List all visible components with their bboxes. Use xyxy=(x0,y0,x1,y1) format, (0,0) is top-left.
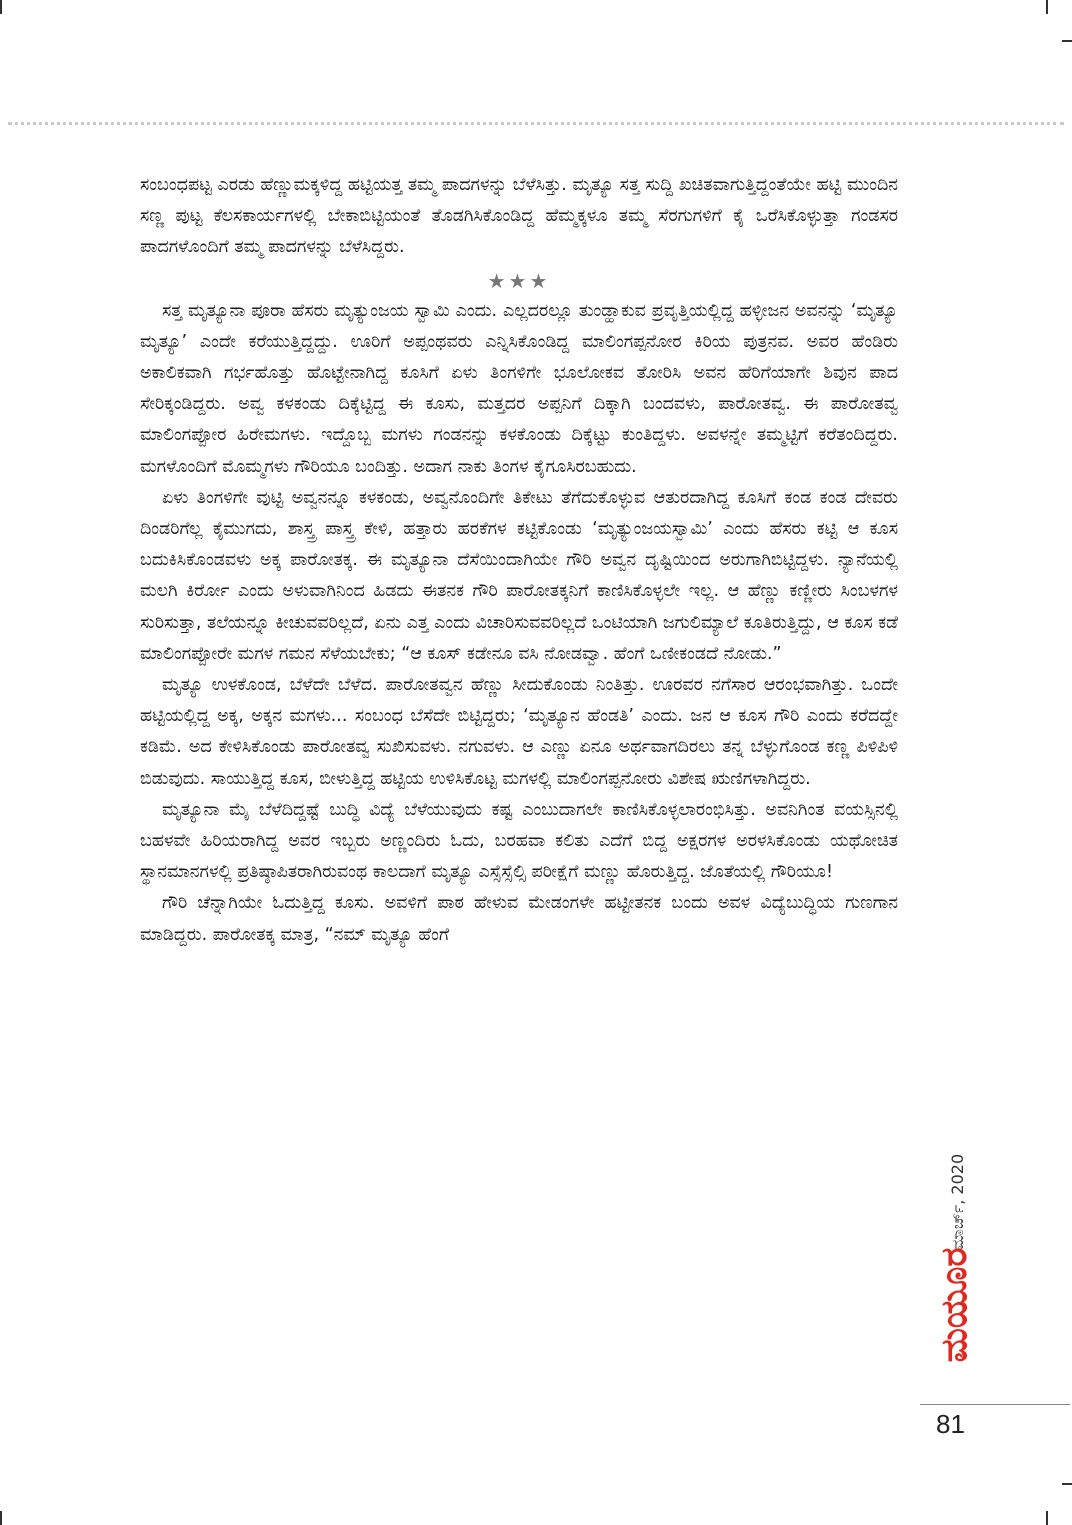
paragraph-6: ಗೌರಿ ಚೆನ್ನಾಗಿಯೇ ಓದುತ್ತಿದ್ದ ಕೂಸು. ಅವಳಿಗೆ ಪಾಠ ಹೇಳುವ ಮೇಡಂಗಳೇ ಹಟ್ಟೀತನಕ ಬಂದು ಅವಳ ವಿದ್ಯೆಬುದ್ಧಿಯ ಗುಣಗಾನ ಮಾಡಿದ್ದರು. ಪಾರೋತಕ್ಕ ಮಾತ್ರ, “ನಮ್ ಮೃತ್ಯೂ ಹೆಂಗೆ xyxy=(140,893,898,945)
paragraph-4: ಮೃತ್ಯೂ ಉಳಕೊಂಡ, ಬೆಳೆದೇ ಬೆಳೆದ. ಪಾರೋತವ್ವನ ಹೆಣ್ಣು ಸೀದುಕೊಂಡು ನಿಂತಿತ್ತು. ಊರವರ ನಗೆಸಾರ ಆರಂಭವಾಗಿತ್ತು. ಒಂದೇ ಹಟ್ಟಿಯಲ್ಲಿದ್ದ ಅಕ್ಕ, ಅಕ್ಕನ ಮಗಳು... ಸಂಬಂಧ ಬೆಸೆದೇ ಬಿಟ್ಟಿದ್ದರು; ‘ಮೃತ್ಯೂನ ಹೆಂಡತಿ’ ಎಂದು. ಜನ ಆ ಕೂಸ ಗೌರಿ ಎಂದು ಕರೆದದ್ದೇ ಕಡಿಮೆ. ಅದ ಕೇಳಿಸಿಕೊಂಡು ಪಾರೋತವ್ವ ಸುಖಿಸುವಳು. ನಗುವಳು. ಆ ಎಣ್ಣು ಏನೂ ಅರ್ಥವಾಗದಿರಲು ತನ್ನ ಬೆಳ್ಳುಗೊಂಡ ಕಣ್ಣ ಪಿಳಿಪಿಳಿ ಬಿಡುವುದು. ಸಾಯುತ್ತಿದ್ದ ಕೂಸ, ಬೀಳುತ್ತಿದ್ದ ಹಟ್ಟಿಯ ಉಳಿಸಿಕೊಟ್ಟ ಮಗಳಲ್ಲಿ ಮಾಲಿಂಗಪ್ಪನೋರು ವಿಶೇಷ ಋಣಿಗಳಾಗಿದ್ದರು. xyxy=(140,675,898,789)
crop-mark-bottom-right-horizontal xyxy=(1062,1483,1072,1485)
crop-mark-top-left xyxy=(0,0,2,14)
paragraph-2: ಸತ್ತ ಮೃತ್ಯೂನಾ ಪೂರಾ ಹೆಸರು ಮೃತ್ಯುಂಜಯ ಸ್ವಾಮಿ ಎಂದು. ಎಲ್ಲದರಲ್ಲೂ ತುಂಡ್ಹಾಕುವ ಪ್ರವೃತ್ತಿಯಲ್ಲಿದ್ದ ಹಳ್ಳೀಜನ ಅವನನ್ನು ‘ಮೃತ್ಯೂ ಮೃತ್ಯೂ’ ಎಂದೇ ಕರೆಯುತ್ತಿದ್ದದ್ದು. ಊರಿಗೆ ಅಪ್ಪಂಥವರು ಎನ್ನಿಸಿಕೊಂಡಿದ್ದ ಮಾಲಿಂಗಪ್ಪನೋರ ಕಿರಿಯ ಪುತ್ರನವ. ಅವರ ಹೆಂಡಿರು ಅಕಾಲಿಕವಾಗಿ ಗರ್ಭಹೊತ್ತು ಹೊಟ್ಟೇನಾಗಿದ್ದ ಕೂಸಿಗೆ ಏಳು ತಿಂಗಳಿಗೇ ಭೂಲೋಕವ ತೋರಿಸಿ ಅವನ ಹೆರಿಗೆಯಾಗೇ ಶಿವುನ ಪಾದ ಸೇರಿಕ್ಕಂಡಿದ್ದರು. ಅವ್ವ ಕಳಕಂಡು ದಿಕ್ಕೆಟ್ಟಿದ್ದ ಈ ಕೂಸು, ಮತ್ತದರ ಅಪ್ಪನಿಗೆ ದಿಕ್ಕಾಗಿ ಬಂದವಳು, ಪಾರೋತವ್ವ. ಈ ಪಾರೋತವ್ವ ಮಾಲಿಂಗಪ್ಪೋರ ಹಿರೇಮಗಳು. ಇದ್ದೊಬ್ಬ ಮಗಳು ಗಂಡನನ್ನು ಕಳಕೊಂಡು ದಿಕ್ಕೆಟ್ಟು ಕುಂತಿದ್ದಳು. ಅವಳನ್ನೇ ತಮ್ಮಟ್ಟಿಗೆ ಕರೆತಂದಿದ್ದರು. ಮಗಳೊಂದಿಗೆ ಮೊಮ್ಮಗಳು ಗೌರಿಯೂ ಬಂದಿತ್ತು. ಅದಾಗ ನಾಕು ತಿಂಗಳ ಕೈಗೂಸಿರಬಹುದು. xyxy=(140,300,898,477)
paragraph-3: ಏಳು ತಿಂಗಳಿಗೇ ವುಟ್ಟಿ ಅವ್ವನನ್ನೂ ಕಳಕಂಡು, ಅವ್ವನೊಂದಿಗೇ ತಿಕೇಟು ತೆಗೆದುಕೊಳ್ಳುವ ಆತುರದಾಗಿದ್ದ ಕೂಸಿಗೆ ಕಂಡ ಕಂಡ ದೇವರು ದಿಂಡರಿಗೆಲ್ಲ ಕೈಮುಗದು, ಶಾಸ್ತ್ರ ಪಾಸ್ತ್ರ ಕೇಳಿ, ಹತ್ತಾರು ಹರಕೆಗಳ ಕಟ್ಟಿಕೊಂಡು ‘ಮೃತ್ಯುಂಜಯಸ್ವಾಮಿ’ ಎಂದು ಹೆಸರು ಕಟ್ಟಿ ಆ ಕೂಸ ಬದುಕಿಸಿಕೊಂಡವಳು ಅಕ್ಕ ಪಾರೋತಕ್ಕ. ಈ ಮೃತ್ಯೂನಾ ದೆಸೆಯಿಂದಾಗಿಯೇ ಗೌರಿ ಅವ್ವನ ದೃಷ್ಟಿಯಿಂದ ಅರುಗಾಗಿಬಿಟ್ಟಿದ್ದಳು. ನ್ಯಾನೆಯಲ್ಲಿ ಮಲಗಿ ಕಿರ್ರೋ ಎಂದು ಅಳುವಾಗಿನಿಂದ ಹಿಡದು ಈತನಕ ಗೌರಿ ಪಾರೋತಕ್ಕನಿಗೆ ಕಾಣಿಸಿಕೊಳ್ಳಲೇ ಇಲ್ಲ. ಆ ಹೆಣ್ಣು ಕಣ್ಣೀರು ಸಿಂಬಳಗಳ ಸುರಿಸುತ್ತಾ, ತಲೆಯನ್ನೂ ಕೀಚುವವರಿಲ್ಲದೆ, ಏನು ಎತ್ತ ಎಂದು ವಿಚಾರಿಸುವವರಿಲ್ಲದೆ ಒಂಟಿಯಾಗಿ ಜಗುಲಿಮ್ಯಾಲೆ ಕೂತಿರುತ್ತಿದ್ದು, ಆ ಕೂಸ ಕಡೆ ಮಾಲಿಂಗಪ್ಪೋರೇ ಮಗಳ ಗಮನ ಸೆಳೆಯಬೇಕು; “ಆ ಕೂಸ್ ಕಡೇನೂ ವಸಿ ನೋಡವ್ವಾ. ಹೆಂಗೆ ಒಣೀಕಂಡದೆ ನೋಡು.” xyxy=(140,487,898,664)
header-dotted-rule xyxy=(8,122,1064,125)
magazine-logo-text: ಮಯೂರ xyxy=(934,1247,975,1363)
magazine-logo xyxy=(935,1220,975,1390)
crop-mark-top-right-horizontal xyxy=(1062,40,1072,42)
paragraph-5: ಮೃತ್ಯೂನಾ ಮೈ ಬೆಳೆದಿದ್ದಷ್ಟೆ ಬುದ್ಧಿ ವಿದ್ಯೆ ಬೆಳೆಯುವುದು ಕಷ್ಟ ಎಂಬುದಾಗಲೇ ಕಾಣಿಸಿಕೊಳ್ಳಲಾರಂಭಿಸಿತ್ತು. ಅವನಿಗಿಂತ ವಯಸ್ಸಿನಲ್ಲಿ ಬಹಳವೇ ಹಿರಿಯರಾಗಿದ್ದ ಅವರ ಇಬ್ಬರು ಅಣ್ಣಂದಿರು ಓದು, ಬರಹವಾ ಕಲಿತು ಎದೆಗೆ ಬಿದ್ದ ಅಕ್ಷರಗಳ ಅರಳಸಿಕೊಂಡು ಯಥೋಚಿತ ಸ್ಥಾನಮಾನಗಳಲ್ಲಿ ಪ್ರತಿಷ್ಠಾಪಿತರಾಗಿರುವಂಥ ಕಾಲದಾಗೆ ಮೃತ್ಯೂ ಎಸ್ಸೆಸ್ಸೆಲ್ಸಿ ಪರೀಕ್ಷೆಗೆ ಮಣ್ಣು ಹೊರುತ್ತಿದ್ದ. ಜೊತೆಯಲ್ಲಿ ಗೌರಿಯೂ! xyxy=(140,799,898,883)
page-number: 81 xyxy=(936,1409,965,1439)
paragraph-1: ಸಂಬಂಧಪಟ್ಟ ಎರಡು ಹೆಣ್ಣುಮಕ್ಕಳಿದ್ದ ಹಟ್ಟಿಯತ್ತ ತಮ್ಮ ಪಾದಗಳನ್ನು ಬೆಳೆಸಿತ್ತು. ಮೃತ್ಯೂ ಸತ್ತ ಸುದ್ದಿ ಖಚಿತವಾಗುತ್ತಿದ್ದಂತೆಯೇ ಹಟ್ಟಿ ಮುಂದಿನ ಸಣ್ಣ ಪುಟ್ಟ ಕೆಲಸಕಾರ್ಯಗಳಲ್ಲಿ ಬೇಕಾಬಿಟ್ಟಿಯಂತೆ ತೊಡಗಿಸಿಕೊಂಡಿದ್ದ ಹೆಮ್ಮಕ್ಕಳೂ ತಮ್ಮ ಸೆರಗುಗಳಿಗೆ ಕೈ ಒರೆಸಿಕೊಳ್ಳುತ್ತಾ ಗಂಡಸರ ಪಾದಗಳೊಂದಿಗೆ ತಮ್ಮ ಪಾದಗಳನ್ನು ಬೆಳೆಸಿದ್ದರು. xyxy=(140,175,898,258)
article-body xyxy=(140,170,898,951)
section-separator: ★★★ xyxy=(487,268,551,293)
crop-mark-top-right-vertical xyxy=(1046,0,1048,14)
crop-mark-bottom-right-vertical xyxy=(1046,1511,1048,1525)
issue-date: ಮಾರ್ಚ್, 2020 xyxy=(948,1153,967,1250)
crop-mark-bottom-left xyxy=(0,1511,2,1525)
